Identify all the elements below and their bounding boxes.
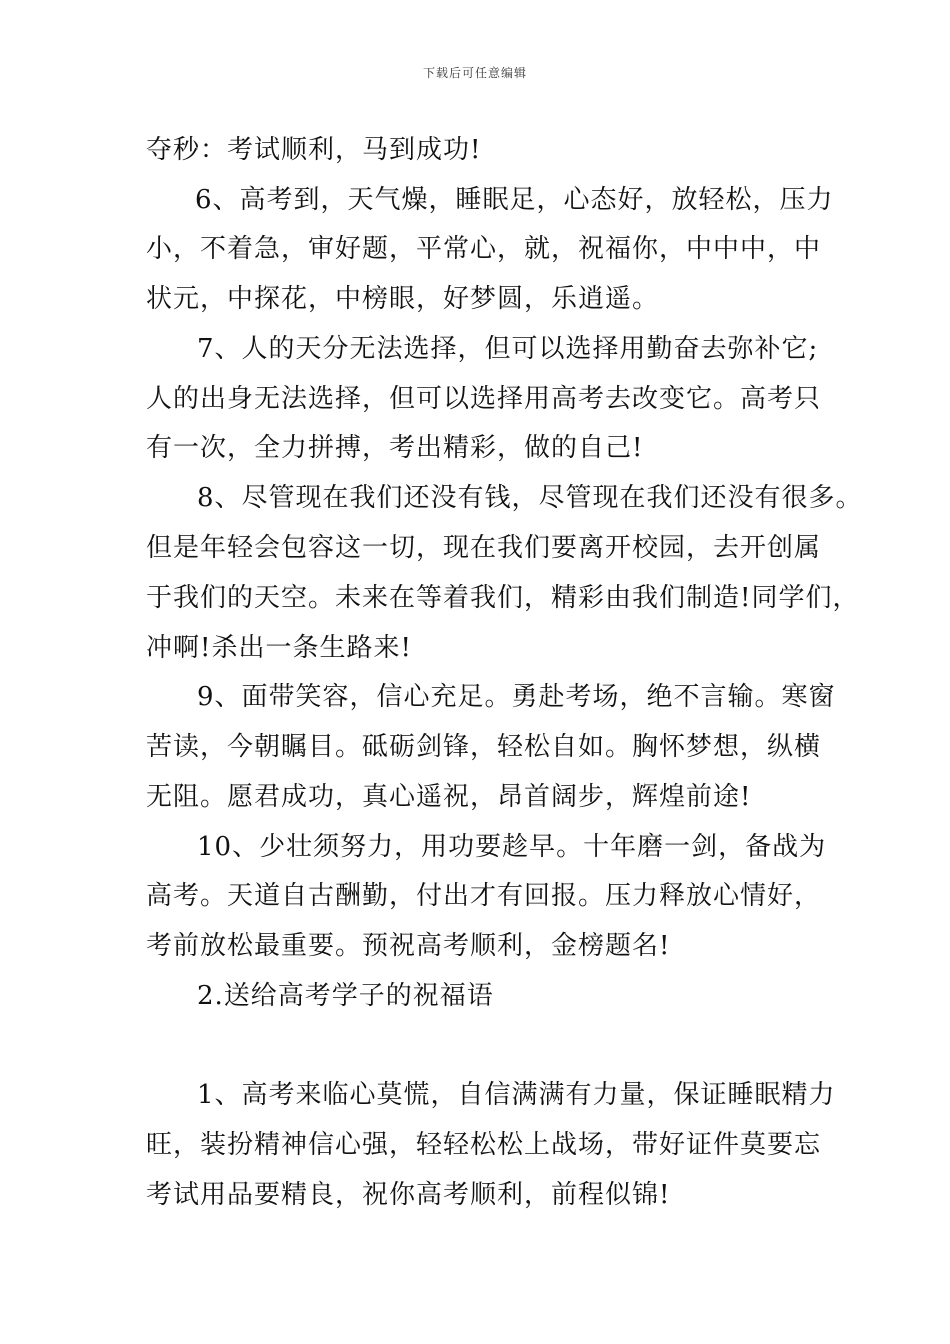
- page-header: 下载后可任意编辑: [422, 66, 527, 80]
- text-line: 8、尽管现在我们还没有钱，尽管现在我们还没有很多。: [197, 483, 863, 513]
- text-line: 6、高考到，天气燥，睡眠足，心态好，放轻松，压力: [195, 185, 834, 215]
- text-line: 人的出身无法选择，但可以选择用高考去改变它。高考只: [146, 384, 822, 414]
- text-line: 有一次，全力拼搏，考出精彩，做的自己!: [146, 433, 644, 463]
- text-line: 考前放松最重要。预祝高考顺利，金榜题名!: [146, 931, 671, 961]
- text-line: 无阻。愿君成功，真心遥祝，昂首阔步，辉煌前途!: [146, 782, 752, 812]
- text-line: 考试用品要精良，祝你高考顺利，前程似锦!: [146, 1180, 671, 1210]
- text-line: 高考。天道自古酬勤，付出才有回报。压力释放心情好，: [146, 881, 822, 911]
- text-line: 1、高考来临心莫慌，自信满满有力量，保证睡眠精力: [197, 1080, 836, 1110]
- text-line: 但是年轻会包容这一切，现在我们要离开校园，去开创属: [146, 533, 822, 563]
- text-line: 状元，中探花，中榜眼，好梦圆，乐逍遥。: [146, 284, 660, 314]
- text-line: 苦读，今朝瞩目。砥砺剑锋，轻松自如。胸怀梦想，纵横: [146, 732, 822, 762]
- section-heading: 2.送给高考学子的祝福语: [197, 981, 494, 1011]
- text-line: 冲啊!杀出一条生路来!: [146, 633, 412, 663]
- text-line: 小，不着急，审好题，平常心，就，祝福你，中中中，中: [146, 234, 822, 264]
- text-line: 10、少壮须努力，用功要趁早。十年磨一剑，备战为: [197, 832, 827, 862]
- text-line: 于我们的天空。未来在等着我们，精彩由我们制造!同学们，: [146, 583, 860, 613]
- text-line: 9、面带笑容，信心充足。勇赴考场，绝不言输。寒窗: [197, 682, 836, 712]
- text-line: 夺秒：考试顺利，马到成功!: [146, 135, 482, 165]
- text-line: 7、人的天分无法选择，但可以选择用勤奋去弥补它;: [197, 334, 819, 364]
- text-line: 旺，装扮精神信心强，轻轻松松上战场，带好证件莫要忘: [146, 1130, 822, 1160]
